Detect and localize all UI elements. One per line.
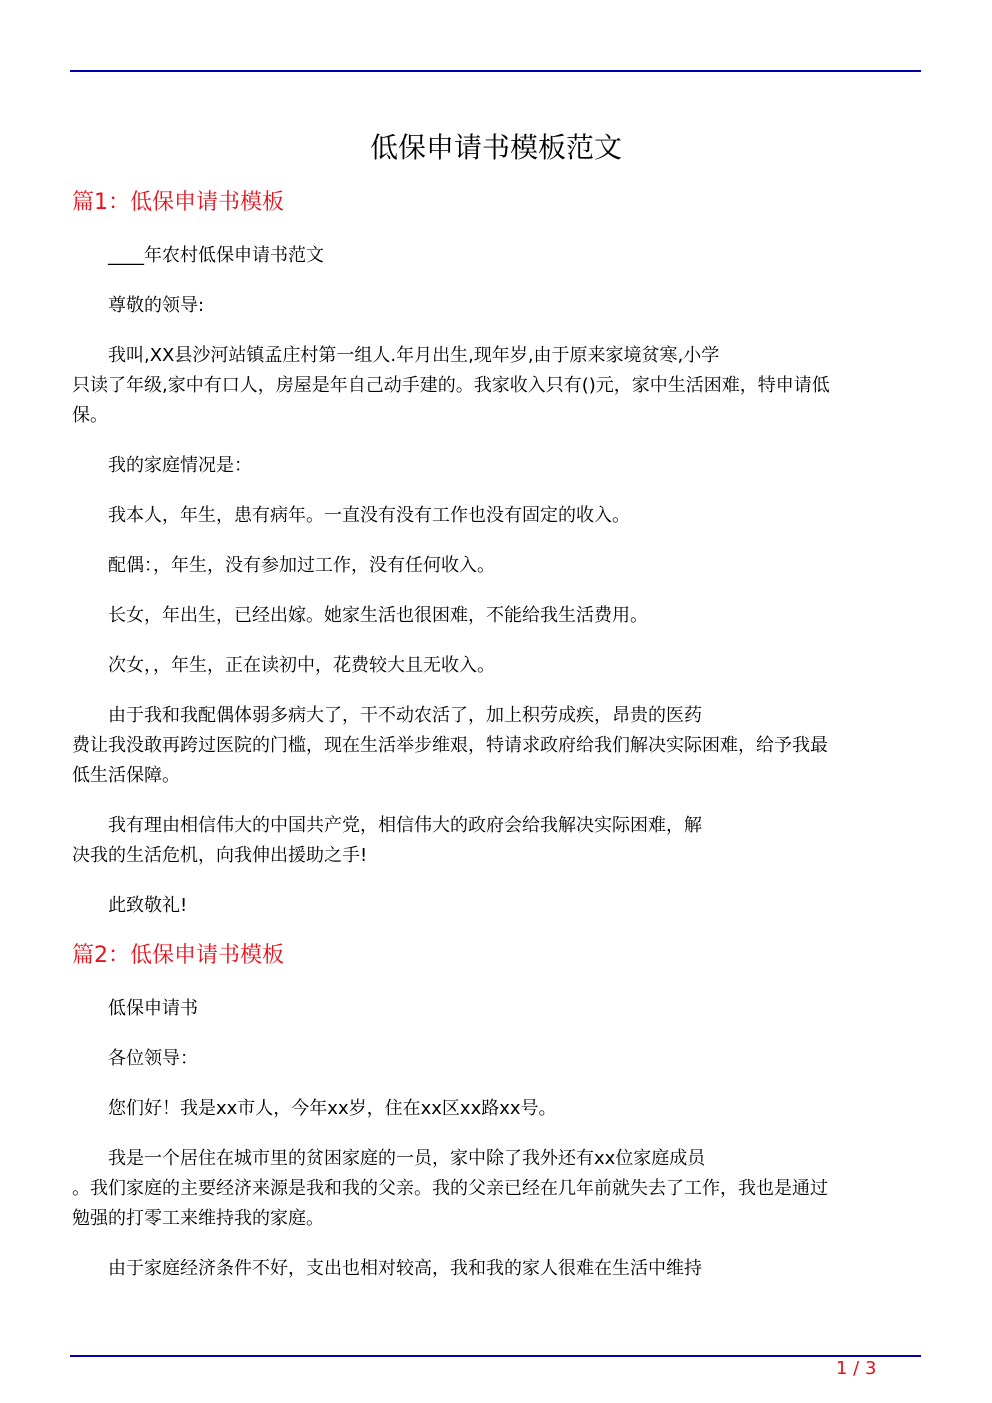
paragraph-line: 决我的生活危机，向我伸出援助之手! (72, 845, 368, 866)
paragraph-line: ____年农村低保申请书范文 (108, 245, 324, 266)
paragraph-line: 只读了年级,家中有口人，房屋是年自己动手建的。我家收入只有()元，家中生活困难，特申请低 (72, 375, 830, 396)
paragraph-line: 我是一个居住在城市里的贫困家庭的一员，家中除了我外还有xx位家庭成员 (108, 1148, 706, 1169)
header-rule (70, 70, 921, 72)
page-number: 1 / 3 (836, 1358, 877, 1379)
paragraph-line: 低保申请书 (108, 998, 198, 1019)
paragraph-line: 费让我没敢再跨过医院的门槛，现在生活举步维艰，特请求政府给我们解决实际困难，给予我最 (72, 735, 828, 756)
paragraph-line: 此致敬礼! (108, 895, 188, 916)
document-title: 低保申请书模板范文 (369, 131, 622, 164)
paragraph-line: 由于我和我配偶体弱多病大了，干不动农活了，加上积劳成疾，昂贵的医药 (108, 705, 702, 726)
paragraph-line: 次女，，年生，正在读初中，花费较大且无收入。 (108, 655, 495, 676)
paragraph-line: 由于家庭经济条件不好，支出也相对较高，我和我的家人很难在生活中维持 (108, 1258, 702, 1279)
section-heading: 篇2：低保申请书模板 (72, 943, 284, 968)
paragraph-line: 我的家庭情况是： (108, 455, 252, 476)
paragraph-line: 长女，年出生，已经出嫁。她家生活也很困难，不能给我生活费用。 (108, 605, 648, 626)
paragraph-line: 我本人，年生，患有病年。一直没有没有工作也没有固定的收入。 (108, 505, 630, 526)
paragraph-line: 您们好！我是xx市人，今年xx岁，住在xx区xx路xx号。 (108, 1098, 557, 1119)
paragraph-line: 。我们家庭的主要经济来源是我和我的父亲。我的父亲已经在几年前就失去了工作，我也是通过 (72, 1178, 828, 1199)
paragraph-line: 低生活保障。 (72, 765, 180, 786)
footer-rule (70, 1355, 921, 1357)
paragraph-line: 保。 (72, 405, 108, 426)
paragraph-line: 我叫,XX县沙河站镇孟庄村第一组人.年月出生,现年岁,由于原来家境贫寒,小学 (108, 345, 720, 366)
paragraph-line: 勉强的打零工来维持我的家庭。 (72, 1208, 324, 1229)
section-heading: 篇1：低保申请书模板 (72, 190, 284, 215)
paragraph-line: 尊敬的领导: (108, 295, 205, 316)
paragraph-line: 配偶：，年生，没有参加过工作，没有任何收入。 (108, 555, 495, 576)
paragraph-line: 我有理由相信伟大的中国共产党，相信伟大的政府会给我解决实际困难，解 (108, 815, 702, 836)
paragraph-line: 各位领导： (108, 1048, 198, 1069)
